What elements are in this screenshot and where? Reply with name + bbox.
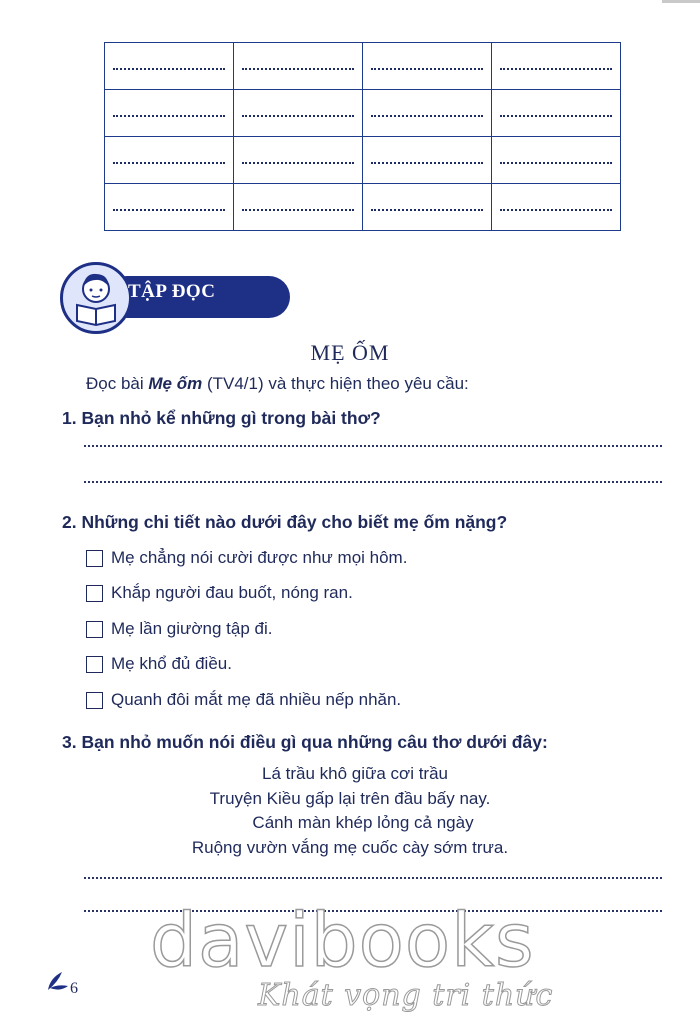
option-5[interactable] [86,690,401,710]
grid-cell[interactable] [492,43,621,90]
poem-line: Lá trầu khô giữa cơi trầu [261,764,448,783]
grid-cell[interactable] [105,137,234,184]
table-row [105,90,621,137]
reading-child-icon [60,262,132,334]
watermark-slogan: Khát vọng tri thức [258,978,554,1013]
option-text: Quanh đôi mắt mẹ đã nhiều nếp nhăn. [111,690,402,709]
dotted-answer-line [500,203,612,211]
checkbox[interactable] [86,621,103,638]
poem-line: Truyện Kiều gấp lại trên đầu bấy nay. [209,788,491,808]
intro-prefix: Đọc bài [86,374,149,393]
checkbox[interactable] [86,585,103,602]
question-1: 1. Bạn nhỏ kể những gì trong bài thơ? [62,408,381,428]
dotted-answer-line [113,62,225,70]
grid-cell[interactable] [492,184,621,231]
page-number: 6 [70,980,78,997]
dotted-answer-line [371,109,483,117]
grid-cell[interactable] [105,184,234,231]
dotted-answer-line [371,203,483,211]
watermark-brand: davibooks [150,898,535,984]
grid-cell[interactable] [363,43,492,90]
option-1[interactable] [86,548,407,568]
answer-line[interactable] [84,877,662,879]
answer-line[interactable] [84,445,662,447]
poem [0,762,700,860]
dotted-answer-line [371,156,483,164]
grid-cell[interactable] [492,137,621,184]
question-3: 3. Bạn nhỏ muốn nói điều gì qua những câu thơ dưới đây: [62,732,548,752]
grid-cell[interactable] [234,184,363,231]
checkbox[interactable] [86,550,103,567]
poem-line: Ruộng vườn vắng mẹ cuốc cày sớm trưa. [191,837,509,857]
answer-grid [104,42,621,231]
lesson-title: MẸ ỐM [310,340,390,365]
grid-cell[interactable] [363,137,492,184]
leaf-icon [44,966,72,999]
dotted-answer-line [242,156,354,164]
grid-cell[interactable] [234,137,363,184]
option-text: Mẹ chẳng nói cười được như mọi hôm. [111,548,408,567]
section-label: TẬP ĐỌC [128,281,216,302]
checkbox[interactable] [86,692,103,709]
option-text: Mẹ lần giường tập đi. [111,619,273,638]
poem-line: Cánh màn khép lỏng cả ngày [252,813,474,832]
grid-cell[interactable] [234,43,363,90]
dotted-answer-line [113,203,225,211]
dotted-answer-line [113,109,225,117]
grid-cell[interactable] [234,90,363,137]
dotted-answer-line [371,62,483,70]
option-text: Mẹ khổ đủ điều. [111,654,232,673]
lesson-intro [86,374,469,394]
intro-lesson-title: Mẹ ốm [148,374,203,393]
option-text: Khắp người đau buốt, nóng ran. [111,583,353,602]
intro-suffix: (TV4/1) và thực hiện theo yêu cầu: [202,374,469,393]
dotted-answer-line [242,203,354,211]
dotted-answer-line [242,62,354,70]
option-3[interactable] [86,619,272,639]
question-2: 2. Những chi tiết nào dưới đây cho biết mẹ ốm nặng? [62,512,508,532]
dotted-answer-line [500,62,612,70]
answer-line[interactable] [84,481,662,483]
dotted-answer-line [113,156,225,164]
grid-cell[interactable] [105,90,234,137]
option-4[interactable] [86,654,232,674]
dotted-answer-line [500,156,612,164]
option-2[interactable] [86,583,353,603]
top-edge-mark [662,0,700,3]
dotted-answer-line [242,109,354,117]
table-row [105,137,621,184]
grid-cell[interactable] [105,43,234,90]
table-row [105,184,621,231]
table-row [105,43,621,90]
dotted-answer-line [500,109,612,117]
grid-cell[interactable] [363,184,492,231]
grid-cell[interactable] [492,90,621,137]
checkbox[interactable] [86,656,103,673]
grid-cell[interactable] [363,90,492,137]
